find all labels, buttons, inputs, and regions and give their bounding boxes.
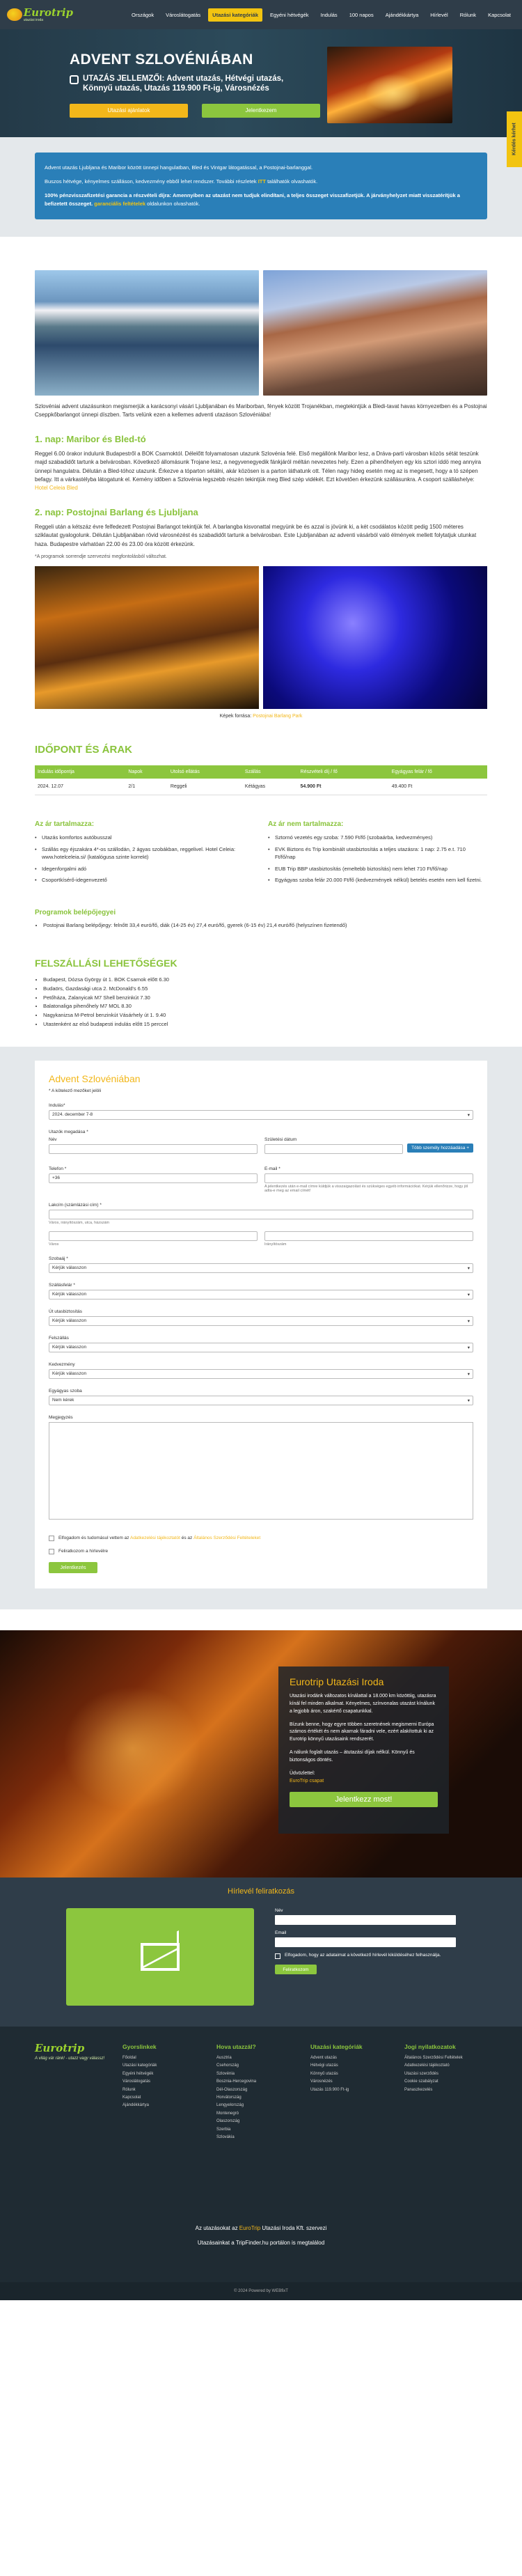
logo-sun-icon <box>7 8 22 21</box>
footer-link[interactable]: Szlovénia <box>216 2071 235 2076</box>
address-label: Lakcím (számlázási cím) * <box>49 1202 102 1208</box>
trip-ins-label: Szállásfelár * <box>49 1282 75 1288</box>
departure-select[interactable]: 2024. december 7-8 ▾ <box>49 1110 473 1120</box>
footer-bottom <box>0 2225 522 2246</box>
list-item: • Budapest, Dózsa György út 1. BOK Csarnok előtt 6.30 <box>43 976 487 985</box>
includes-yes <box>35 820 254 888</box>
newsletter-checkbox[interactable] <box>49 1549 54 1554</box>
trip-ins-select[interactable]: Kérjük válasszon ▾ <box>49 1290 473 1299</box>
col-days: Napok <box>125 765 167 779</box>
footer-link[interactable]: Lengyelország <box>216 2103 244 2108</box>
city-input[interactable] <box>49 1231 258 1241</box>
newsletter-section <box>0 1878 522 2027</box>
room-label: Szobaáj * <box>49 1256 68 1261</box>
cave-photo-blue <box>263 566 487 709</box>
list-item: • Utazás komfortos autóbusszal <box>35 834 254 842</box>
chevron-down-icon: ▾ <box>467 1292 470 1297</box>
office-apply-button[interactable]: Jelentkezz most! <box>290 1792 438 1807</box>
col-single: Egyágyas felár / fő <box>389 765 487 779</box>
col-departure: Indulás időpontja <box>35 765 125 779</box>
agree-checkbox[interactable] <box>49 1536 54 1541</box>
menu-item-giftcard[interactable]: Ajándékkártya <box>385 11 419 18</box>
name-label: Név <box>49 1137 57 1142</box>
footer-logo <box>35 2043 111 2141</box>
menu-item-contact[interactable]: Kapcsolat <box>488 11 511 18</box>
footer-link[interactable]: Olaszország <box>216 2119 240 2124</box>
nl-name-input[interactable] <box>275 1915 456 1925</box>
pickup-title: FELSZÁLLÁSI LEHETŐSÉGEK <box>35 958 177 969</box>
pickup-list <box>35 976 487 1029</box>
tripfinder-line: Utazásainkat a TripFinder.hu portálon is megtalálod <box>197 2240 325 2247</box>
footer-logo-text: Eurotrip <box>35 2042 85 2055</box>
footer-link[interactable]: Panaszkezelés <box>404 2087 433 2092</box>
travelers-label: Utazók megadása * <box>49 1129 88 1134</box>
footer-link[interactable]: Utazási kategóriák <box>122 2063 157 2068</box>
newsletter-form <box>275 1908 456 2006</box>
list-item: • Postojnai Barlang belépőjegy: felnőtt 33,4 euró/fő, diák (14-25 év) 27,4 euró/fő, gyerek (6-15 év) 21,4 euró/fő (helyszínen fizetendő) <box>43 922 487 928</box>
col-room: Szállás <box>242 765 298 779</box>
logo-text: Eurotrip <box>23 6 73 19</box>
footer-link[interactable]: Általános Szerződési Feltételek <box>404 2056 463 2061</box>
room-select[interactable]: Kérjük válasszon ▾ <box>49 1263 473 1273</box>
email-hint: A jelentkezés után e-mail címre küldjük a visszaigazolást és szükséges egyéb információkat. Kérjük ellenőrizze, hogy jól adta-e meg az email címét! <box>264 1184 468 1193</box>
col-price: Részvételi díj / fő <box>298 765 389 779</box>
options-list <box>35 922 487 928</box>
footer-col-categories: Utazási kategóriák Advent utazás Hétvégi utazás Könnyű utazás Városnézés Utazás 119.900 Ft-ig <box>310 2043 393 2141</box>
footer-link[interactable]: Szerbia <box>216 2127 231 2132</box>
newsletter-title: Hírlevél feliratkozás <box>228 1887 294 1896</box>
footer-link[interactable]: Egyéni hétvégék <box>122 2071 154 2076</box>
list-item: • Csoportkísérő-idegenvezető <box>35 876 254 884</box>
office-p3: A nálunk foglalt utazás – átutazási díjak nélkül. Könnyű és biztonságos döntés. <box>290 1750 415 1763</box>
list-item: • Idegenforgalmi adó <box>35 865 254 873</box>
logo[interactable] <box>7 8 73 22</box>
top-nav <box>0 0 522 29</box>
footer <box>0 2027 522 2282</box>
includes-no <box>268 820 487 888</box>
photo-row <box>35 270 487 396</box>
page-title: ADVENT SZLOVÉNIÁBAN <box>70 52 253 68</box>
zip-label: Irányítószám <box>264 1242 287 1247</box>
hero <box>0 29 522 137</box>
list-item: • Egyágyas szoba felár 20.000 Ft/fő (kedvezmények nélkül) betelés esetén nem kell fizetni. <box>268 876 487 884</box>
form-checks <box>49 1535 473 1556</box>
footer-col-legal: Jogi nyilatkozatok Általános Szerződési Feltételek Adatkezelési tájékoztató Utazási szerződés Cookie szabályzat Panaszkezelés <box>404 2043 487 2141</box>
envelope-icon <box>141 1943 180 1971</box>
info-link-guarantee[interactable]: garanciális feltételek <box>94 201 146 207</box>
agree-check: Elfogadom és tudomásul vettem az Adatkezelési tájékoztatót és az Általános Szerződési Feltételeket <box>49 1535 473 1542</box>
footer-link[interactable]: Montenegró <box>216 2111 239 2116</box>
footer-link[interactable]: Hétvégi utazás <box>310 2063 338 2068</box>
zip-input[interactable] <box>264 1231 473 1241</box>
offers-button[interactable]: Utazási ajánlatok <box>70 104 188 118</box>
nl-email-label: Email <box>275 1930 287 1936</box>
footer-link[interactable]: Városlátogatás <box>122 2079 151 2084</box>
menu-item-city[interactable]: Városlátogatás <box>166 11 201 18</box>
includes-yes-title: Az ár tartalmazza: <box>35 820 95 828</box>
footer-link[interactable]: Városnézés <box>310 2079 333 2084</box>
menu-item-countries[interactable]: Országok <box>132 11 155 18</box>
footer-link[interactable]: Ajándékkártya <box>122 2103 150 2108</box>
hotel-link[interactable]: Hotel Celeia Bled <box>35 485 78 492</box>
email-input[interactable] <box>264 1173 473 1183</box>
day1-title: 1. nap: Maribor és Bled-tó <box>35 433 146 444</box>
chevron-down-icon: ▾ <box>467 1265 470 1271</box>
info-p2: Buszos hétvége, kényelmes szálláson, kedvezmény ebből lehet rendszer. További részletek ITT találhatók olvashatók. <box>45 178 318 185</box>
footer-col-destinations: Hova utazzál? Ausztria Csehország Szlovénia Bosznia-Hercegovina Dél-Olaszország Horvátország Lengyelország Montenegró Olaszország Szerbia Szlovákia <box>216 2043 299 2141</box>
nl-agree-text: Elfogadom, hogy az adataimat a következő hírlevél kiküldéséhez felhasználja. <box>285 1953 441 1958</box>
list-item: • EVK Biztons és Trip kombinált utasbiztosítás a teljes utazásra: 1 nap: 2.75 e.t. 710 Ft/fő/nap <box>268 845 487 861</box>
footer-link[interactable]: Horvátország <box>216 2095 242 2100</box>
options-title: Programok belépőjegyei <box>35 909 116 917</box>
nl-email-input[interactable] <box>275 1937 456 1947</box>
privacy-link[interactable]: Adatkezelési tájékoztatót <box>129 1535 180 1540</box>
form-title: Advent Szlovéniában <box>49 1072 141 1084</box>
copyright: © 2024 Powered by WEBfixT <box>0 2282 522 2300</box>
chevron-down-icon: ▾ <box>467 1398 470 1403</box>
includes-no-title: Az ár nem tartalmazza: <box>268 820 344 828</box>
seat-label: Egyágyas szoba <box>49 1388 82 1394</box>
birth-label: Születési dátum <box>264 1137 297 1142</box>
info-link-here[interactable]: ITT <box>258 178 266 185</box>
chevron-down-icon: ▾ <box>467 1345 470 1350</box>
chevron-down-icon: ▾ <box>467 1371 470 1377</box>
list-item: • Utastenként az első budapesti indulás előtt 15 perccel <box>43 1020 487 1029</box>
table-row: 2024. 12.07 2/1 Reggeli Kétágyas 54.900 Ft 49.400 Ft <box>35 779 487 795</box>
menu-item-departure[interactable]: Indulás <box>320 11 338 18</box>
seat-select[interactable]: Nem kérek ▾ <box>49 1396 473 1405</box>
footer-link[interactable]: Könnyű utazás <box>310 2071 338 2076</box>
hero-cave-image <box>327 47 452 123</box>
submit-button[interactable]: Jelentkezés <box>49 1562 97 1573</box>
dates-title: IDŐPONT ÉS ÁRAK <box>35 743 133 756</box>
side-question-tab[interactable]: Kérdés kérhet <box>507 111 522 167</box>
office-p1: Utazási irodánk változatos kínálattal a 18.000 km közöttiig, utazásra kínál fel minden alkalmat. Kényelmes, színvonalas utazást kínálunk a legjobb áron, szakértő csapatunkkal. <box>290 1694 436 1714</box>
list-item: • Budaörs, Gazdasági utca 2. McDonald's 6.55 <box>43 985 487 994</box>
footer-tagline: A világ vár ránk! - utazz vagy válassz! <box>35 2056 105 2061</box>
footer-link[interactable]: Ausztria <box>216 2056 232 2061</box>
travel-ins-select[interactable]: Kérjük válasszon ▾ <box>49 1316 473 1326</box>
apply-button[interactable]: Jelentkezem <box>202 104 320 118</box>
address-input[interactable] <box>49 1210 473 1219</box>
caption-link[interactable]: Postojnai Barlang Park <box>253 713 303 719</box>
newsletter-image <box>66 1908 254 2006</box>
footer-link[interactable]: Csehország <box>216 2063 239 2068</box>
footer-link[interactable]: Főoldal <box>122 2056 136 2061</box>
list-item: • EUB Trip BBP utasbiztosítás (emeltebb biztosítás) nem lehet 710 Ft/fő/nap <box>268 865 487 873</box>
list-item: • Nagykanizsa M-Petrol benzinkút Vásárhely út 1. 9.40 <box>43 1011 487 1020</box>
form-area <box>0 1047 522 1610</box>
email-label: E-mail * <box>264 1166 280 1171</box>
list-item: • Sztornó vezetés egy szoba: 7.590 Ft/fő (szobaárba, kedvezményes) <box>268 834 487 842</box>
footer-link[interactable]: Dél-Olaszország <box>216 2087 248 2092</box>
footer-link[interactable]: Advent utazás <box>310 2056 338 2061</box>
includes <box>35 820 487 888</box>
departure-label: Indulás* <box>49 1102 65 1108</box>
pickup-label: Felszállás <box>49 1335 69 1341</box>
office-section <box>0 1630 522 1878</box>
office-contact: Üdvözlettel: EuroTrip csapat <box>290 1770 324 1783</box>
discount-label: Kedvezmény <box>49 1361 75 1367</box>
pickup-select[interactable]: Kérjük válasszon ▾ <box>49 1343 473 1352</box>
travel-ins-label: Út utasbiztosítás <box>49 1309 83 1314</box>
list-item: • Balatonaliga pihenőhely M7 MOL 8.30 <box>43 1002 487 1011</box>
article <box>35 270 487 1029</box>
info-p3: 100% pénzvisszafizetési garancia a részvételi díjra: Amennyiben az utazást nem tudjuk elindítani, a teljes összeget visszafizetjük. A járványhelyzet miatt visszatérítjük a befizetett összeget. garanciális feltételek oldalunkon olvashatók. <box>45 192 460 207</box>
cave-photos <box>35 566 487 709</box>
office-box <box>278 1666 449 1834</box>
col-meal: Utolsó ellátás <box>168 765 242 779</box>
footer-link[interactable]: Utazás 119.900 Ft-ig <box>310 2087 349 2092</box>
footer-link[interactable]: Rólunk <box>122 2087 136 2092</box>
organizer-line: Az utazásokat az EuroTrip Utazási Iroda Kft. szervezi <box>195 2225 327 2232</box>
required-note: * A kötelező mezőket jelöli <box>49 1088 102 1093</box>
footer-link[interactable]: Kapcsolat <box>122 2095 141 2100</box>
info-p1: Advent utazás Ljubljana és Maribor között ünnepi hangulatban, Bled és Vintgar látogatással, a Postojnai-barlanggal. <box>45 164 313 171</box>
day2-text: Reggeli után a kétszáz évre felfedezett Postojnai Barlangot tekintjük fel. A barlangba kisvonattal megyünk be és azzal is jövünk ki, a két csodálatos között pedig 1500 méteres sziklautat gyalogolunk. Délután Ljubljanában rövid városnézést és szabadidőt tartunk a belvárosban. Este Ljubljanában az adventi vásárból való élmények mellett folytatjuk utunkat haza. Budapestre várhatóan 22.00 és 23.00 óra között érkezünk. <box>35 523 477 547</box>
info-box <box>35 153 487 219</box>
article-lead: Szlovéniai advent utazásunkon megismerjük a karácsonyi vásári Ljubljanában és Mariborban, fények között Trojanékban, megtekintjük a Bledi-tavat havas környezetben és a Postojnai Cseppkőbarlangot ünnepi díszben. Tarts velünk ezen a kellemes adventi utazáson Szlovéniába! <box>35 403 487 419</box>
nl-subscribe-button[interactable]: Feliratkozom <box>275 1965 317 1974</box>
chevron-down-icon: ▾ <box>467 1112 470 1118</box>
calendar-icon <box>70 75 79 84</box>
menu-item-newsletter[interactable]: Hírlevél <box>430 11 448 18</box>
newsletter-check: Feliratkozom a hírlevélre <box>49 1548 473 1555</box>
add-traveler-button[interactable]: Több személy hozzáadása + <box>407 1143 473 1153</box>
discount-select[interactable]: Kérjük válasszon ▾ <box>49 1369 473 1379</box>
day1-text: Reggel 6.00 órakor indulunk Budapestről a BOK Csarnoktól. Délelőtt folyamatosan utazunk Szlovénia felé. Első megállónk Maribor lesz, a Dráva-parti városban közös sétát teszünk majd szabadidőt tartunk a belvárosban. Következő állomásunk Trojane lesz, a negyvenegyedik fánkjáról méltán nevezetes hely. Ezen a pihenőhelyen egy kis sztori iddö meg annyira ünnepi hangulatra. Délután a Bled-tóhoz utazunk. Érkezve a tóparton sétálni, akár közösen is a parton láthatunk ott. Télen nagy hideg esetén meg az is megesett, hogy a tó szépen befagy. Itt a várkastélyba látogatunk el. Kemény időben a Szlovénia legszebb részén tekintjük meg Bled szép vidékét. Ezt követően érkezünk szállásunkra. A csoport szálláshelye: Hotel Celeia Bled <box>35 450 482 492</box>
nl-name-label: Név <box>275 1908 283 1914</box>
terms-link[interactable]: Általános Szerződési Feltételeket <box>193 1535 261 1540</box>
booking-form <box>35 1061 487 1589</box>
footer-link[interactable]: Cookie szabályzat <box>404 2079 438 2084</box>
dates-table <box>35 765 487 795</box>
list-item: • Petőháza, Zalanyicak M7 Shell benzinkút 7.30 <box>43 994 487 1003</box>
footer-link[interactable]: Utazási szerződés <box>404 2071 439 2076</box>
menu-item-about[interactable]: Rólunk <box>459 11 477 18</box>
footer-link[interactable]: Adatkezelési tájékoztató <box>404 2063 450 2068</box>
info-area <box>0 137 522 237</box>
list-item: • Szállás egy éjszakára 4*-os szállodán, 2 ágyas szobákban, reggelivel. Hotel Celeia: www.hotelceleia.si/ (katalógusa szinte korrekt) <box>35 845 254 861</box>
ljubljana-photo <box>263 270 487 396</box>
day2-title: 2. nap: Postojnai Barlang és Ljubljana <box>35 506 198 517</box>
office-p2: Bízunk benne, hogy egyre többen szeretnének megismerni Európa számos értékét és nem akarnak fáradni vele, ezért alakítottuk ki az Eurotrip könnyű utazásaink rendszerét. <box>290 1722 434 1742</box>
trip-features: UTAZÁS JELLEMZŐI: Advent utazás, Hétvégi utazás, Könnyű utazás, Utazás 119.900 Ft-ig, Városnézés <box>83 75 284 93</box>
phone-label: Telefon * <box>49 1166 67 1171</box>
city-label: Város <box>49 1242 59 1247</box>
main-menu <box>73 8 515 22</box>
bled-lake-photo <box>35 270 259 396</box>
birth-input[interactable] <box>264 1144 403 1154</box>
message-label: Megjegyzés <box>49 1414 73 1420</box>
footer-col-links: Gyorslinkek Főoldal Utazási kategóriák Egyéni hétvégék Városlátogatás Rólunk Kapcsolat Ajándékkártya <box>122 2043 205 2141</box>
program-note: *A programok sorrendje szervezési megfontolásból változhat. <box>35 554 167 559</box>
message-textarea[interactable] <box>49 1422 473 1520</box>
nl-agree-checkbox[interactable] <box>275 1953 280 1959</box>
chevron-down-icon: ▾ <box>467 1318 470 1324</box>
menu-item-categories[interactable]: Utazási kategóriák <box>208 8 262 22</box>
phone-input[interactable]: +36 <box>49 1173 258 1183</box>
cave-photo-orange <box>35 566 259 709</box>
image-caption: Képek forrása: Postojnai Barlang Park <box>219 713 303 719</box>
footer-link[interactable]: Szlovákia <box>216 2134 235 2139</box>
office-title: Eurotrip Utazási Iroda <box>290 1676 384 1688</box>
menu-item-weekends[interactable]: Egyéni hétvégék <box>270 11 309 18</box>
footer-link[interactable]: Bosznia-Hercegovina <box>216 2079 257 2084</box>
menu-item-100-days[interactable]: 100 napos <box>349 11 374 18</box>
name-input[interactable] <box>49 1144 258 1154</box>
logo-sub: utazási iroda <box>23 17 44 22</box>
address-hint: Város, irányítószám, utca, házszám <box>49 1220 110 1225</box>
